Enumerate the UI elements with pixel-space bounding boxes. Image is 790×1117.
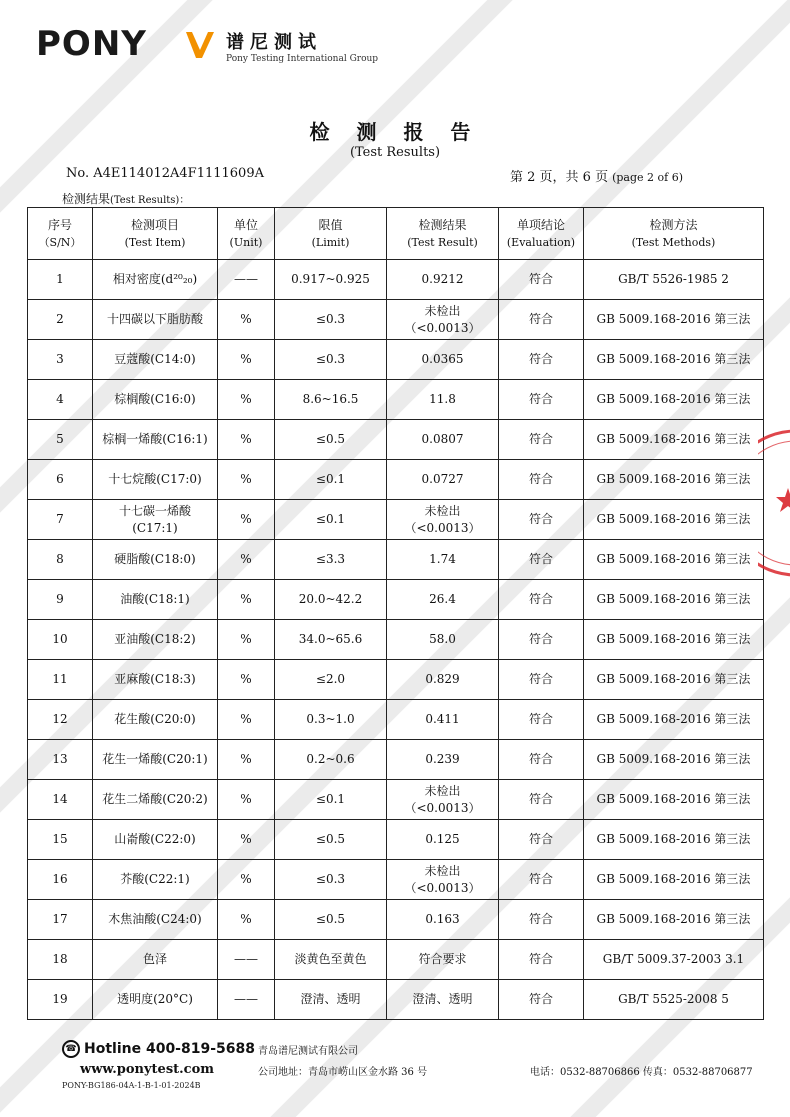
footer-website[interactable]: www.ponytest.com [80, 1062, 215, 1077]
cell-test-item: 相对密度(d²⁰₂₀) [93, 260, 218, 300]
cell-limit: ≤0.3 [275, 340, 387, 380]
cell-method: GB 5009.168-2016 第三法 [584, 860, 764, 900]
cell-result: 0.9212 [387, 260, 499, 300]
cell-evaluation: 符合 [499, 700, 584, 740]
results-label-en: (Test Results)： [110, 195, 190, 206]
cell-limit: ≤0.1 [275, 460, 387, 500]
cell-unit: % [218, 580, 275, 620]
cell-sn: 6 [28, 460, 93, 500]
page-indicator-cn: 第 2 页，共 6 页 [510, 170, 609, 185]
cell-sn: 9 [28, 580, 93, 620]
header-cell: 检测方法 (Test Methods) [584, 208, 764, 260]
cell-method: GB/T 5525-2008 5 [584, 980, 764, 1020]
cell-method: GB 5009.168-2016 第三法 [584, 660, 764, 700]
cell-result: 未检出（<0.0013） [387, 860, 499, 900]
cell-result: 澄清、透明 [387, 980, 499, 1020]
cell-limit: 20.0~42.2 [275, 580, 387, 620]
cell-test-item: 花生酸(C20:0) [93, 700, 218, 740]
footer-hotline: ☎ Hotline 400-819-5688 [62, 1040, 255, 1058]
table-row [28, 380, 764, 420]
cell-method: GB 5009.168-2016 第三法 [584, 340, 764, 380]
cell-result: 11.8 [387, 380, 499, 420]
results-section-label [62, 190, 189, 207]
page-indicator-en: (page 2 of 6) [612, 171, 683, 184]
seal-stamp-icon [758, 418, 790, 588]
table-row [28, 540, 764, 580]
header-cell: 检测项目 (Test Item) [93, 208, 218, 260]
cell-sn: 12 [28, 700, 93, 740]
cell-result: 0.0365 [387, 340, 499, 380]
cell-test-item: 透明度(20°C) [93, 980, 218, 1020]
cell-evaluation: 符合 [499, 300, 584, 340]
cell-method: GB 5009.168-2016 第三法 [584, 780, 764, 820]
cell-method: GB 5009.168-2016 第三法 [584, 300, 764, 340]
cell-limit: ≤0.1 [275, 780, 387, 820]
cell-sn: 8 [28, 540, 93, 580]
cell-test-item: 花生一烯酸(C20:1) [93, 740, 218, 780]
cell-evaluation: 符合 [499, 860, 584, 900]
header-cell: 序号 （S/N） [28, 208, 93, 260]
header-cell: 限值 (Limit) [275, 208, 387, 260]
cell-evaluation: 符合 [499, 380, 584, 420]
brand-logo-text: PONY [36, 24, 147, 64]
footer-address: 公司地址：青岛市崂山区金水路 36 号 [258, 1067, 428, 1078]
cell-limit: ≤0.5 [275, 420, 387, 460]
cell-sn: 13 [28, 740, 93, 780]
cell-method: GB 5009.168-2016 第三法 [584, 540, 764, 580]
cell-result: 符合要求 [387, 940, 499, 980]
cell-sn: 19 [28, 980, 93, 1020]
cell-method: GB 5009.168-2016 第三法 [584, 740, 764, 780]
cell-limit: ≤2.0 [275, 660, 387, 700]
cell-test-item: 硬脂酸(C18:0) [93, 540, 218, 580]
cell-test-item: 油酸(C18:1) [93, 580, 218, 620]
cell-unit: % [218, 620, 275, 660]
cell-result: 0.829 [387, 660, 499, 700]
cell-result: 0.163 [387, 900, 499, 940]
cell-method: GB 5009.168-2016 第三法 [584, 620, 764, 660]
cell-evaluation: 符合 [499, 980, 584, 1020]
cell-evaluation: 符合 [499, 460, 584, 500]
cell-result: 0.239 [387, 740, 499, 780]
table-row [28, 700, 764, 740]
table-row [28, 860, 764, 900]
cell-limit: ≤0.3 [275, 860, 387, 900]
results-label-cn: 检测结果 [62, 192, 111, 206]
cell-method: GB 5009.168-2016 第三法 [584, 900, 764, 940]
cell-method: GB 5009.168-2016 第三法 [584, 580, 764, 620]
table-row [28, 420, 764, 460]
cell-unit: % [218, 900, 275, 940]
cell-sn: 10 [28, 620, 93, 660]
cell-unit: % [218, 380, 275, 420]
cell-sn: 4 [28, 380, 93, 420]
cell-sn: 11 [28, 660, 93, 700]
cell-limit: 8.6~16.5 [275, 380, 387, 420]
cell-result: 26.4 [387, 580, 499, 620]
cell-unit: % [218, 700, 275, 740]
cell-result: 0.411 [387, 700, 499, 740]
table-row [28, 300, 764, 340]
cell-evaluation: 符合 [499, 620, 584, 660]
table-row [28, 660, 764, 700]
cell-result: 未检出（<0.0013） [387, 780, 499, 820]
cell-method: GB 5009.168-2016 第三法 [584, 460, 764, 500]
cell-test-item: 花生二烯酸(C20:2) [93, 780, 218, 820]
table-row [28, 740, 764, 780]
cell-method: GB 5009.168-2016 第三法 [584, 380, 764, 420]
report-number: No. A4E114012A4F1111609A [66, 166, 264, 181]
cell-test-item: 豆蔻酸(C14:0) [93, 340, 218, 380]
cell-limit: 澄清、透明 [275, 980, 387, 1020]
footer-contact: 电话：0532-88706866 传真：0532-88706877 [530, 1067, 753, 1078]
cell-unit: % [218, 300, 275, 340]
cell-limit: 淡黄色至黄色 [275, 940, 387, 980]
cell-unit: % [218, 820, 275, 860]
cell-unit: % [218, 860, 275, 900]
table-row [28, 340, 764, 380]
cell-test-item: 亚麻酸(C18:3) [93, 660, 218, 700]
cell-unit: —— [218, 260, 275, 300]
cell-sn: 16 [28, 860, 93, 900]
cell-result: 0.0727 [387, 460, 499, 500]
cell-result: 0.0807 [387, 420, 499, 460]
cell-sn: 17 [28, 900, 93, 940]
footer-document-code: PONY-BG186-04A-1-B-1-01-2024B [62, 1081, 201, 1090]
cell-test-item: 山嵛酸(C22:0) [93, 820, 218, 860]
cell-limit: 0.3~1.0 [275, 700, 387, 740]
cell-sn: 5 [28, 420, 93, 460]
cell-sn: 7 [28, 500, 93, 540]
table-row [28, 500, 764, 540]
table-row [28, 820, 764, 860]
cell-limit: ≤0.3 [275, 300, 387, 340]
cell-sn: 18 [28, 940, 93, 980]
cell-method: GB 5009.168-2016 第三法 [584, 420, 764, 460]
cell-limit: ≤3.3 [275, 540, 387, 580]
table-row [28, 580, 764, 620]
footer-company-name: 青岛谱尼测试有限公司 [258, 1046, 358, 1057]
cell-unit: —— [218, 980, 275, 1020]
table-header-row [28, 208, 764, 260]
cell-unit: % [218, 540, 275, 580]
cell-unit: % [218, 660, 275, 700]
cell-method: GB 5009.168-2016 第三法 [584, 820, 764, 860]
cell-unit: % [218, 420, 275, 460]
cell-evaluation: 符合 [499, 420, 584, 460]
cell-limit: ≤0.5 [275, 900, 387, 940]
cell-limit: 0.2~0.6 [275, 740, 387, 780]
pony-logo-mark-icon [186, 32, 214, 58]
cell-evaluation: 符合 [499, 340, 584, 380]
cell-unit: % [218, 340, 275, 380]
table-row [28, 460, 764, 500]
cell-method: GB 5009.168-2016 第三法 [584, 500, 764, 540]
test-results-table [27, 207, 764, 1020]
brand-name-cn: 谱尼测试 [226, 32, 322, 53]
cell-evaluation: 符合 [499, 740, 584, 780]
cell-result: 未检出（<0.0013） [387, 500, 499, 540]
cell-test-item: 亚油酸(C18:2) [93, 620, 218, 660]
cell-evaluation: 符合 [499, 500, 584, 540]
cell-evaluation: 符合 [499, 820, 584, 860]
report-subtitle: (Test Results) [349, 145, 441, 160]
cell-unit: % [218, 460, 275, 500]
brand-name-en: Pony Testing International Group [226, 54, 379, 64]
cell-unit: % [218, 780, 275, 820]
cell-evaluation: 符合 [499, 580, 584, 620]
phone-icon: ☎ [62, 1040, 80, 1058]
cell-limit: ≤0.5 [275, 820, 387, 860]
table-row [28, 620, 764, 660]
cell-limit: 34.0~65.6 [275, 620, 387, 660]
cell-limit: 0.917~0.925 [275, 260, 387, 300]
cell-method: GB 5009.168-2016 第三法 [584, 700, 764, 740]
cell-test-item: 色泽 [93, 940, 218, 980]
cell-method: GB/T 5526-1985 2 [584, 260, 764, 300]
cell-unit: —— [218, 940, 275, 980]
cell-test-item: 十七烷酸(C17:0) [93, 460, 218, 500]
cell-test-item: 木焦油酸(C24:0) [93, 900, 218, 940]
header-cell: 单位 (Unit) [218, 208, 275, 260]
cell-sn: 2 [28, 300, 93, 340]
cell-test-item: 十七碳一烯酸(C17:1) [93, 500, 218, 540]
cell-sn: 3 [28, 340, 93, 380]
cell-test-item: 十四碳以下脂肪酸 [93, 300, 218, 340]
table-row [28, 980, 764, 1020]
cell-test-item: 棕榈酸(C16:0) [93, 380, 218, 420]
cell-sn: 15 [28, 820, 93, 860]
cell-test-item: 棕榈一烯酸(C16:1) [93, 420, 218, 460]
cell-sn: 1 [28, 260, 93, 300]
report-title: 检 测 报 告 [309, 120, 481, 144]
cell-result: 未检出（<0.0013） [387, 300, 499, 340]
cell-result: 58.0 [387, 620, 499, 660]
cell-limit: ≤0.1 [275, 500, 387, 540]
table-row [28, 940, 764, 980]
cell-evaluation: 符合 [499, 260, 584, 300]
header-cell: 检测结果 (Test Result) [387, 208, 499, 260]
cell-evaluation: 符合 [499, 780, 584, 820]
cell-evaluation: 符合 [499, 900, 584, 940]
cell-evaluation: 符合 [499, 940, 584, 980]
cell-result: 1.74 [387, 540, 499, 580]
cell-unit: % [218, 740, 275, 780]
cell-evaluation: 符合 [499, 540, 584, 580]
cell-evaluation: 符合 [499, 660, 584, 700]
cell-unit: % [218, 500, 275, 540]
cell-test-item: 芥酸(C22:1) [93, 860, 218, 900]
table-row [28, 780, 764, 820]
cell-sn: 14 [28, 780, 93, 820]
table-row [28, 260, 764, 300]
cell-method: GB/T 5009.37-2003 3.1 [584, 940, 764, 980]
page-indicator [510, 166, 683, 185]
table-row [28, 900, 764, 940]
header-cell: 单项结论 (Evaluation) [499, 208, 584, 260]
cell-result: 0.125 [387, 820, 499, 860]
